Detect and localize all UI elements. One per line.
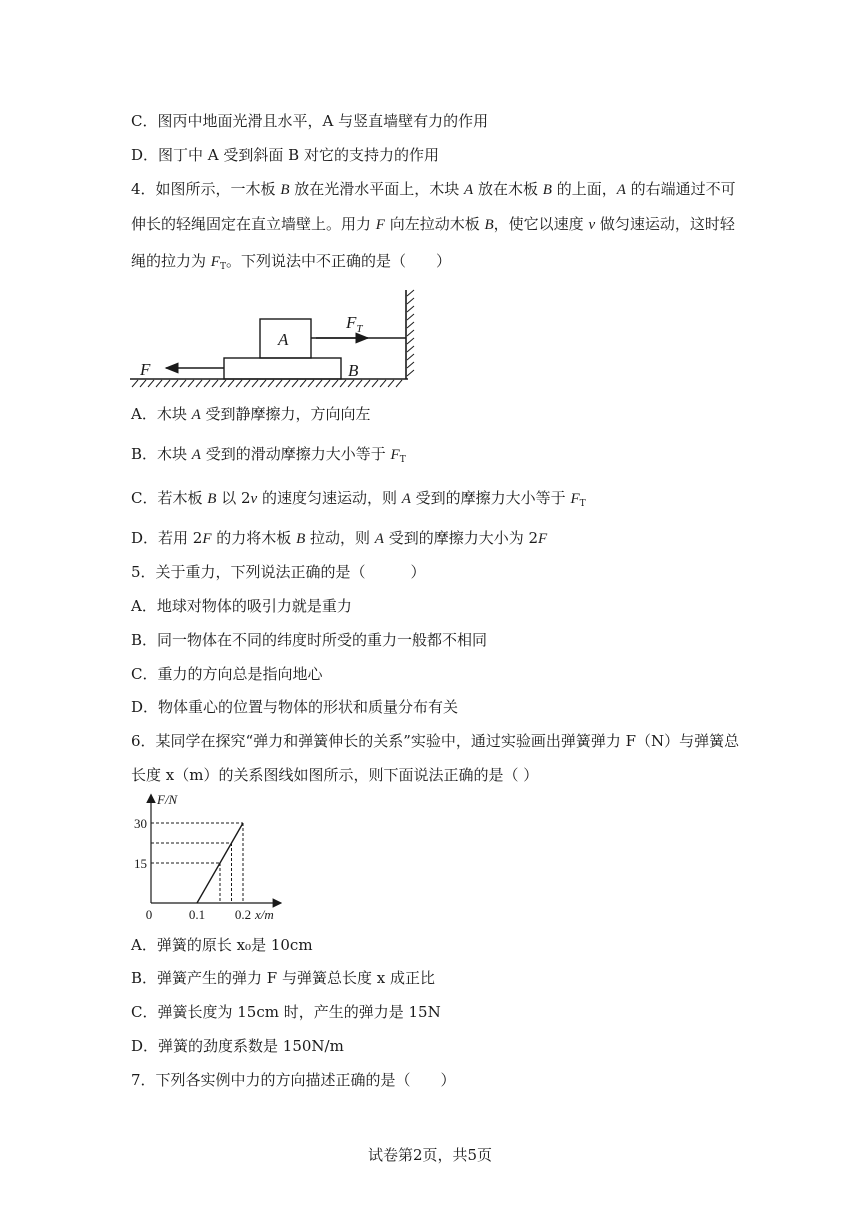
- y-tick-label: 30: [134, 816, 147, 831]
- y-axis-label: F/N: [157, 792, 178, 807]
- q3-option-d: D．图丁中 A 受到斜面 B 对它的支持力的作用: [131, 146, 439, 164]
- q3-option-c: C．图丙中地面光滑且水平，A 与竖直墙壁有力的作用: [131, 112, 489, 130]
- x-tick-label: 0.1: [188, 907, 206, 922]
- q4-stem-line2: 伸长的轻绳固定在直立墙壁上。用力 F 向左拉动木板 B，使它以速度 v 做匀速运动，这时轻: [131, 215, 735, 233]
- q4-option-a: A．木块 A 受到静摩擦力，方向向左: [131, 405, 371, 423]
- x-tick-label: 0: [145, 907, 153, 922]
- x-tick-label: 0.2: [234, 907, 252, 922]
- q5-option-d: D．物体重心的位置与物体的形状和质量分布有关: [131, 698, 459, 716]
- q6-option-a: A．弹簧的原长 x₀是 10cm: [131, 936, 313, 954]
- wall-hatch: [407, 290, 414, 376]
- q4-stem-line3: 绳的拉力为 $F_T$。下列说法中不正确的是（ ）: [131, 252, 451, 272]
- q4-option-b: B．木块 A 受到的滑动摩擦力大小等于 $F_T$: [131, 445, 406, 465]
- q5-option-b: B．同一物体在不同的纬度时所受的重力一般都不相同: [131, 631, 488, 649]
- q4-option-c: C．若木板 B 以 2v 的速度匀速运动，则 A 受到的摩擦力大小等于 $F_T$: [131, 489, 586, 509]
- ground-hatch: [132, 380, 402, 387]
- q6-option-b: B．弹簧产生的弹力 F 与弹簧总长度 x 成正比: [131, 969, 435, 987]
- q4-option-d: D．若用 2F 的力将木板 B 拉动，则 A 受到的摩擦力大小为 2F: [131, 529, 548, 547]
- label-b: B: [348, 361, 359, 380]
- label-f: F: [140, 360, 151, 379]
- label-ft: $F_T$: [346, 313, 363, 335]
- q5-option-a: A．地球对物体的吸引力就是重力: [131, 597, 352, 615]
- y-tick-label: 15: [134, 856, 147, 871]
- q6-option-d: D．弹簧的劲度系数是 150N/m: [131, 1037, 344, 1055]
- label-a: A: [278, 330, 289, 349]
- q5-option-c: C．重力的方向总是指向地心: [131, 665, 323, 683]
- page-footer: 试卷第2页，共5页: [367, 1146, 493, 1164]
- q4-stem-line1: 4．如图所示，一木板 B 放在光滑水平面上，木块 A 放在木板 B 的上面，A 的右端通过不可: [131, 180, 736, 198]
- q5-stem: 5．关于重力，下列说法正确的是（ ）: [131, 563, 426, 581]
- board-b: [224, 358, 341, 379]
- q6-option-c: C．弹簧长度为 15cm 时，产生的弹力是 15N: [131, 1003, 441, 1021]
- q6-stem-line1: 6．某同学在探究“弹力和弹簧伸长的关系”实验中，通过实验画出弹簧弹力 F（N）与弹簧总: [131, 732, 740, 750]
- q6-spring-chart: [120, 788, 310, 924]
- q6-stem-line2: 长度 x（m）的关系图线如图所示，则下面说法正确的是（ ）: [131, 766, 539, 784]
- q7-stem: 7．下列各实例中力的方向描述正确的是（ ）: [131, 1071, 456, 1089]
- q4-figure: [128, 288, 428, 388]
- x-axis-label: x/m: [255, 907, 274, 922]
